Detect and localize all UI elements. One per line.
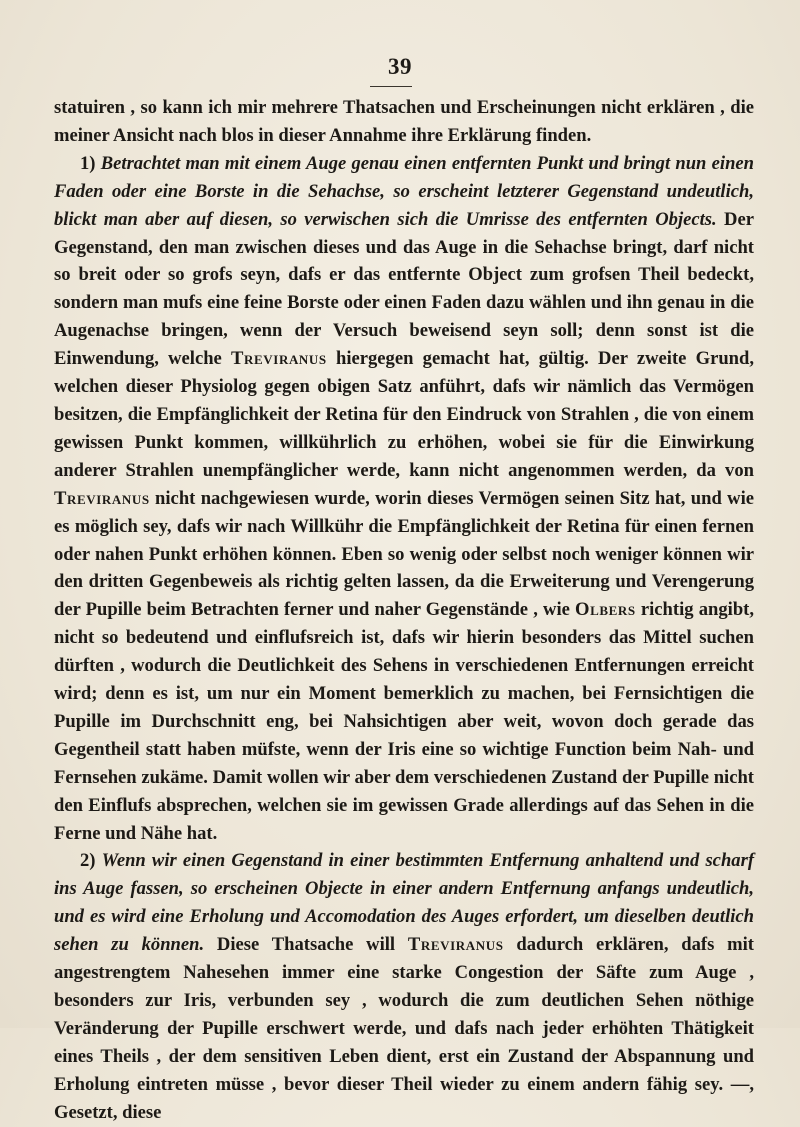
text-run: Der Gegenstand, den man zwischen dieses und das Auge in die Sehachse bringt, darf nicht so breit oder so grofs seyn, dafs er das entfernte Object zum grofsen Theil bedeckt, sondern man mufs eine feine Borste oder einen Faden dazu wählen und ihn genau in die Augenachse bringen, wenn der Versuch beweisend seyn soll; denn sonst ist die Einwendung, welche <box>54 208 754 370</box>
text-run: hiergegen gemacht hat, gültig. Der zweite Grund, welchen dieser Physiolog gegen obigen Satz anführt, dafs wir nämlich das Vermögen besitzen, die Empfänglichkeit der Retina für den Eindruck von Strahlen , die von einem gewissen Punkt kommen, willkührlich zu erhöhen, wobei sie für die Einwirkung anderer Strahlen unempfänglicher werde, kann nicht angenommen werden, da von <box>54 348 754 481</box>
italic-emphasis: Wenn wir einen Gegenstand in einer bestimmten Entfernung anhaltend und scharf ins Auge fassen, so erscheinen Objecte in einer andern Entfernung anfangs undeutlich, und es wird eine Erholung und Accomodation des Auges erfordert, um dieselben deutlich sehen zu können. <box>54 850 755 956</box>
paragraph-continuation <box>54 94 754 150</box>
page-body <box>54 94 754 1127</box>
text-run: 2) <box>80 850 102 872</box>
text-run: richtig angibt, nicht so bedeutend und einflufsreich ist, dafs wir hierin besonders das Mittel suchen dürften , wodurch die Deutlichkeit des Sehens in verschiedenen Entfernungen erreicht wird; denn es ist, um nur ein Moment bemerklich zu machen, bei Fernsichtigen die Pupille im Durchschnitt eng, bei Nahsichtigen aber weit, wovon doch gerade das Gegentheil statt haben müfste, wenn der Iris eine so wichtige Function beim Nah- und Fernsehen zukäme. Damit wollen wir aber dem verschiedenen Zustand der Pupille nicht den Einflufs absprechen, welchen sie im gewissen Grade allerdings auf das Sehen in die Ferne und Nähe hat. <box>54 599 754 844</box>
header-rule <box>370 86 412 87</box>
author-name: Treviranus <box>407 934 504 956</box>
page-number: 39 <box>388 54 412 79</box>
author-name: Treviranus <box>231 348 327 370</box>
author-name: Treviranus <box>54 487 150 509</box>
paragraph-observation-2 <box>54 847 754 1126</box>
text-run: nicht nachgewiesen wurde, worin dieses Vermögen seinen Sitz hat, und wie es möglich sey, dafs wir nach Willkühr die Empfänglichkeit der Retina für einen fernen oder nahen Punkt erhöhen können. Eben so wenig oder selbst noch weniger können wir den dritten Gegenbeweis als richtig gelten lassen, da die Erweiterung und Verengerung der Pupille beim Betrachten ferner und naher Gegenstände , wie <box>54 487 754 621</box>
text-run: dadurch erklären, dafs mit angestrengtem Nahesehen immer eine starke Congestion der Säfte zum Auge , besonders zur Iris, verbunden sey , wodurch die zum deutlichen Sehen nöthige Veränderung der Pupille erschwert werde, und dafs nach jeder erhöhten Thätigkeit eines Theils , der dem sensitiven Leben dient, erst ein Zustand der Abspannung und Erholung eintreten müsse , bevor dieser Theil wieder zu einem andern fähig sey. —, Gesetzt, diese <box>54 934 754 1123</box>
author-name: Olbers <box>575 599 636 621</box>
italic-emphasis: Betrachtet man mit einem Auge genau einen entfernten Punkt und bringt nun einen Faden oder eine Borste in die Sehachse, so erscheint letzterer Gegenstand undeutlich, blickt man aber auf diesen, so verwischen sich die Umrisse des entfernten Objects. <box>54 152 755 230</box>
text-run: 1) <box>80 152 101 174</box>
paragraph-observation-1 <box>54 150 754 848</box>
text-run: statuiren , so kann ich mir mehrere Thatsachen und Erscheinungen nicht erklären , die meiner Ansicht nach blos in dieser Annahme ihre Erklärung finden. <box>54 97 754 146</box>
text-run: Diese Thatsache will <box>204 934 408 956</box>
